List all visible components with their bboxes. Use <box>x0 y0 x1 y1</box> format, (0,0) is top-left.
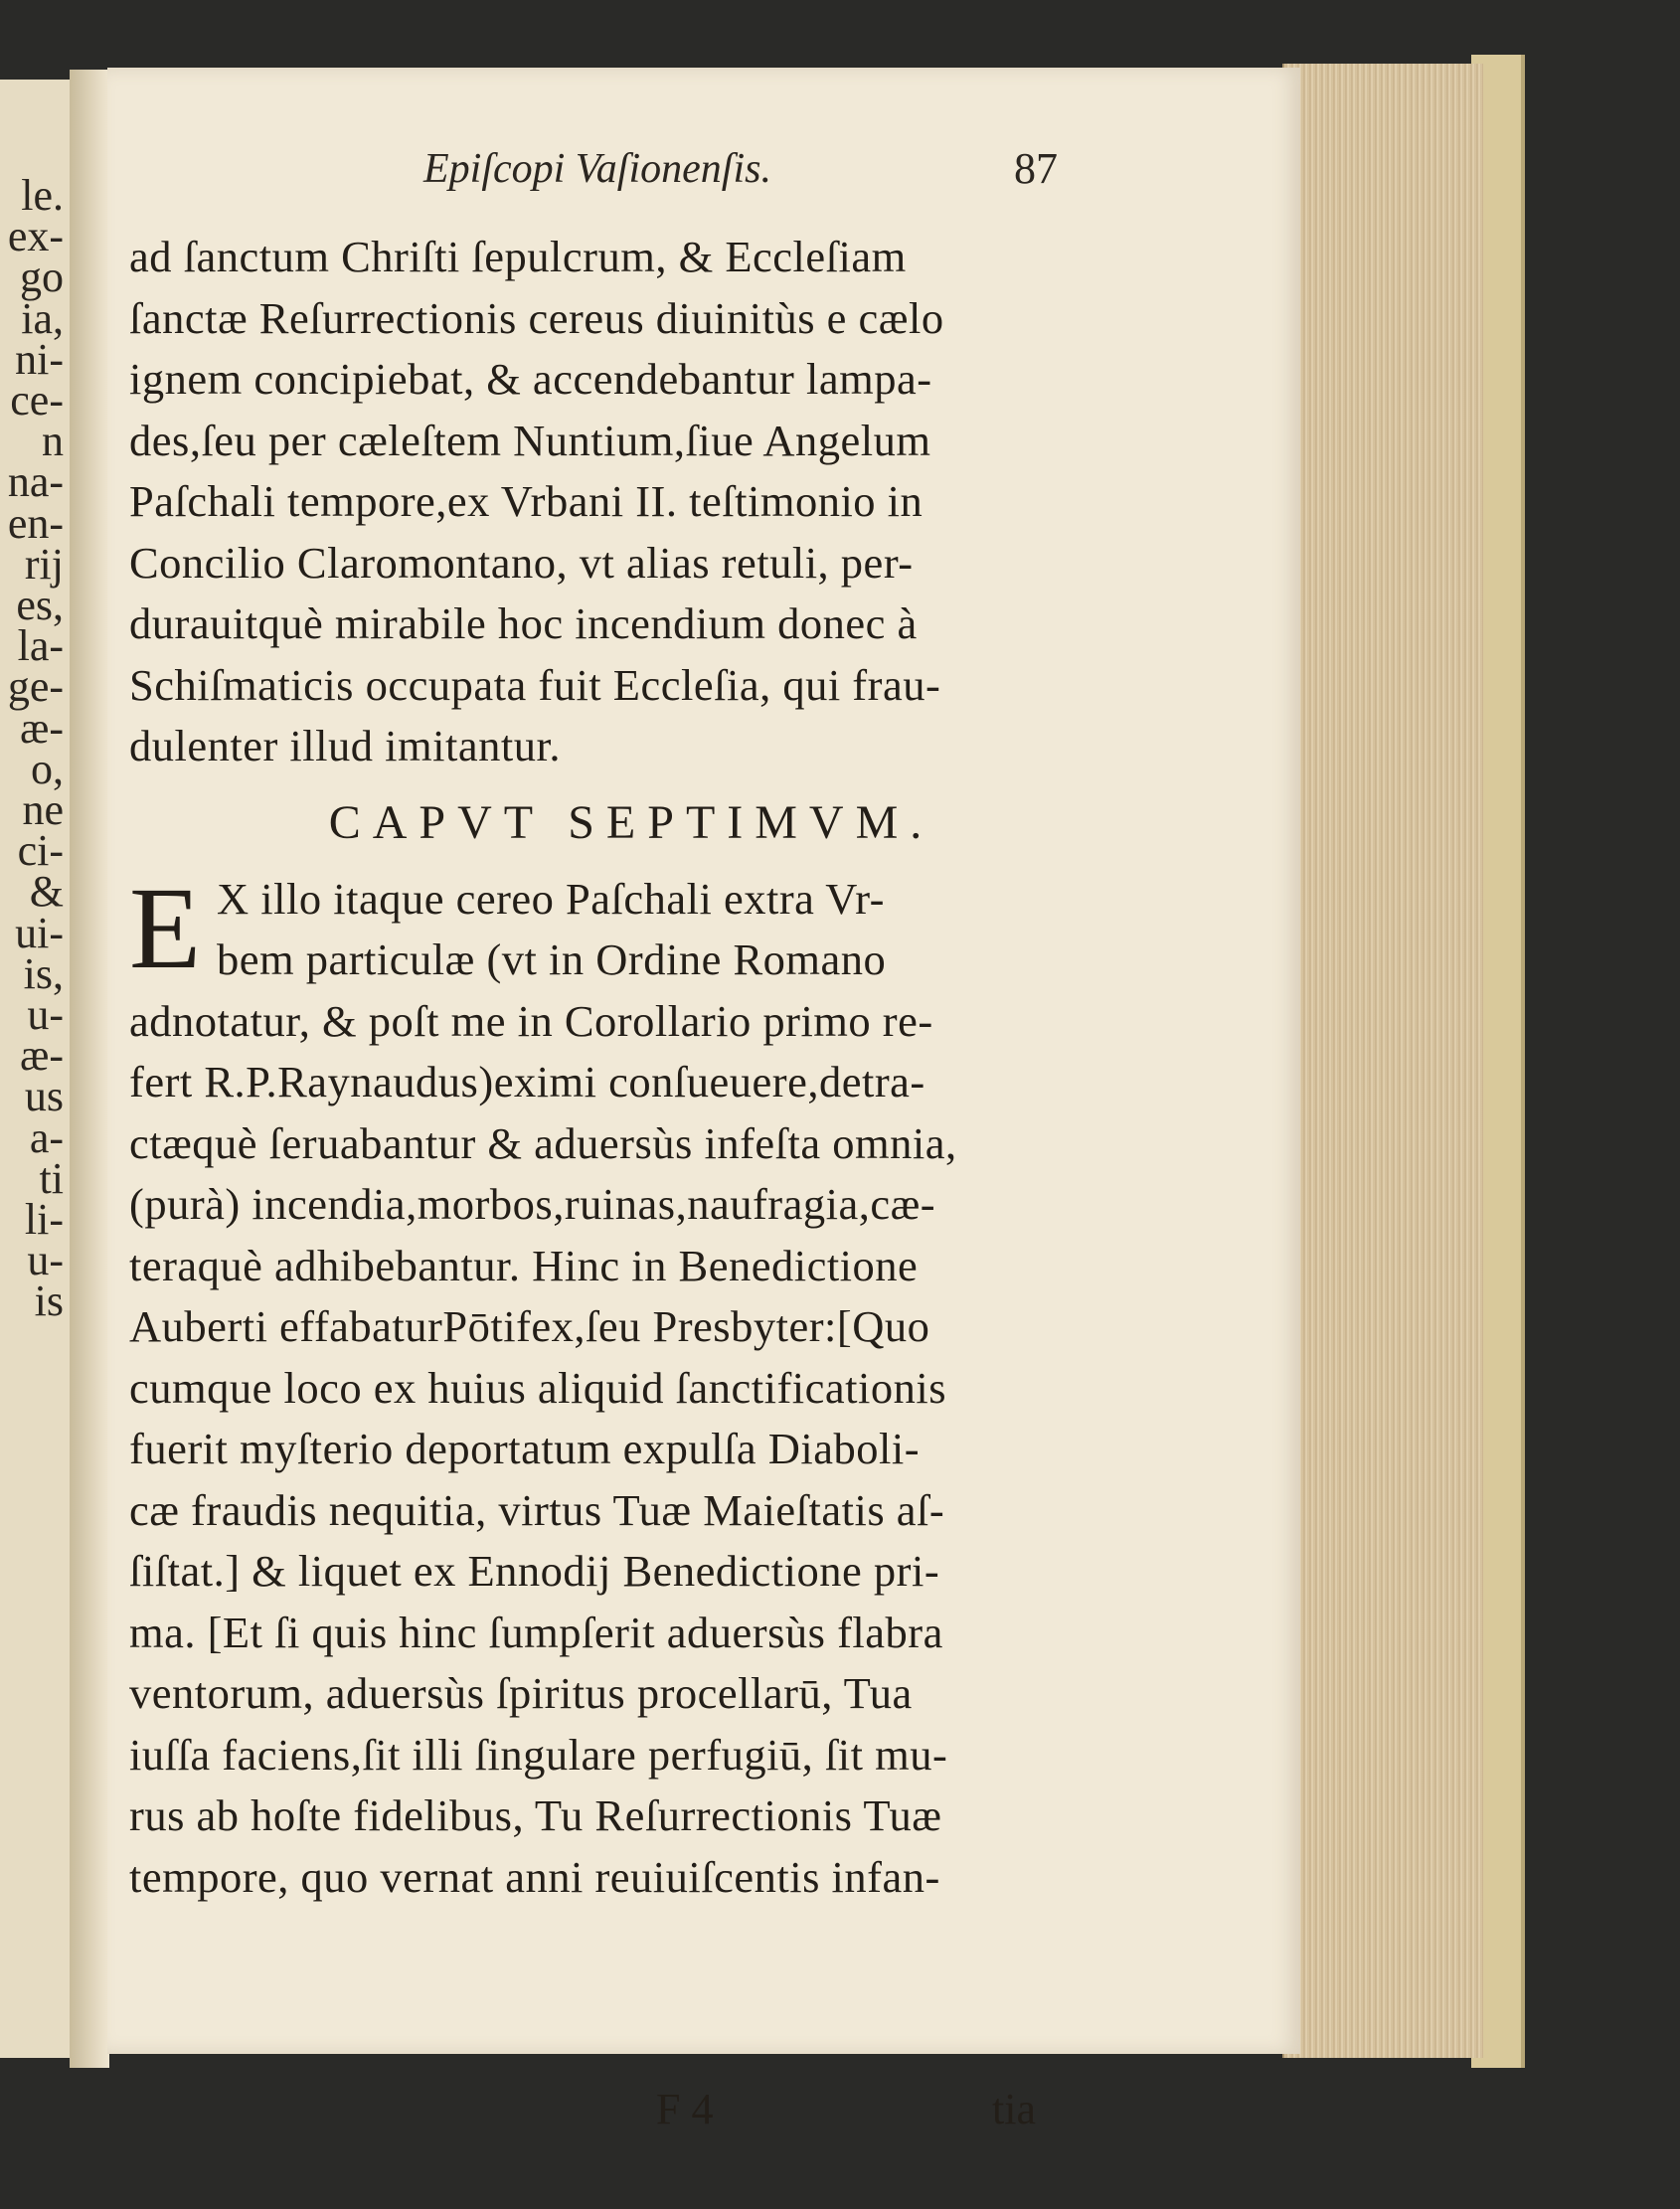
text-line: cumque loco ex huius aliquid ſanctificationis <box>129 1362 947 1413</box>
running-head: Epiſcopi Vaſionenſis. <box>423 146 771 192</box>
text-line: ctæquè ſeruabantur & aduersùs infeſta omnia, <box>129 1117 957 1168</box>
text-line: fert R.P.Raynaudus)eximi conſueuere,detra- <box>129 1057 925 1106</box>
facing-page-fragment: is <box>34 1276 64 1326</box>
book-gutter <box>70 70 109 2068</box>
facing-page-fragment: la- <box>17 621 64 671</box>
text-line: des,ſeu per cæleſtem Nuntium,ſiue Angelum <box>129 415 931 465</box>
facing-page-fragment: ci- <box>17 826 64 876</box>
facing-page-fragment: ni- <box>15 334 64 384</box>
facing-page-fragment: ge- <box>7 662 64 712</box>
catchword: tia <box>992 2085 1036 2133</box>
text-line: ſiſtat.] & liquet ex Ennodij Benedictione pri- <box>129 1546 940 1596</box>
text-line: adnotatur, & poſt me in Corollario primo re- <box>129 995 933 1046</box>
facing-page-fragment: ia, <box>21 293 64 343</box>
facing-page-fragment: æ- <box>20 703 64 753</box>
facing-page-fragment: & <box>29 867 64 917</box>
paragraph-2 <box>129 862 1133 1909</box>
facing-page-fragment: ti <box>39 1153 64 1203</box>
text-line: cæ fraudis nequitia, virtus Tuæ Maieſtatis aſ- <box>129 1484 945 1535</box>
text-line: (purà) incendia,morbos,ruinas,naufragia,cæ- <box>129 1179 936 1229</box>
text-line: Paſchali tempore,ex Vrbani II. teſtimonio in <box>129 476 924 526</box>
facing-page-fragment: u- <box>27 1236 64 1285</box>
text-line: tempore, quo vernat anni reuiuiſcentis infan- <box>129 1851 940 1902</box>
text-line: ad ſanctum Chriſti ſepulcrum, & Eccleſiam <box>129 232 907 281</box>
facing-page-fragment: ne <box>22 785 64 834</box>
text-line: dulenter illud imitantur. <box>129 721 561 770</box>
facing-page-fragment: go <box>20 253 64 302</box>
facing-page-fragment: le. <box>21 171 64 220</box>
text-line: ma. [Et ſi quis hinc ſumpſerit aduersùs flabra <box>129 1607 943 1657</box>
text-line: Schiſmaticis occupata fuit Eccleſia, qui frau- <box>129 659 941 710</box>
page-fore-edge <box>1282 64 1483 2058</box>
text-line: teraquè adhibebantur. Hinc in Benedictione <box>129 1240 919 1290</box>
text-line: bem particulæ (vt in Ordine Romano <box>217 935 887 984</box>
facing-page-fragment: es, <box>16 581 64 629</box>
text-line: X illo itaque cereo Paſchali extra Vr- <box>217 873 885 924</box>
facing-page-fragment: na- <box>7 457 64 507</box>
facing-page-fragment: ce- <box>10 376 64 425</box>
text-line: fuerit myſterio deportatum expulſa Diaboli- <box>129 1424 921 1473</box>
page-number: 87 <box>1014 144 1058 193</box>
facing-page-fragment: en- <box>7 498 64 548</box>
facing-page-fragment: æ- <box>20 1031 64 1081</box>
facing-page-fragment: is, <box>23 948 64 998</box>
drop-capital: E <box>129 862 202 993</box>
text-line: durauitquè mirabile hoc incendium donec à <box>129 598 918 648</box>
text-line: rus ab hoſte fidelibus, Tu Reſurrectionis Tuæ <box>129 1790 942 1840</box>
facing-page-fragment: a- <box>29 1112 64 1162</box>
facing-page-fragment: u- <box>27 990 64 1039</box>
text-line: ſanctæ Reſurrectionis cereus diuinitùs e cælo <box>129 292 944 343</box>
facing-page-fragment: li- <box>24 1195 64 1244</box>
text-line: ventorum, aduersùs ſpiritus procellarū, Tua <box>129 1668 913 1718</box>
text-line: iuſſa faciens,ſit illi ſingulare perfugiū, ſit mu- <box>129 1729 948 1780</box>
text-line: Concilio Claromontano, vt alias retuli, per- <box>129 537 914 588</box>
facing-page-fragment: us <box>24 1072 64 1121</box>
chapter-heading: CAPVT SEPTIMVM. <box>328 795 934 849</box>
facing-page-fragment: n <box>42 417 64 466</box>
facing-page-fragment: rij <box>24 539 64 589</box>
page-body <box>129 227 1133 1908</box>
signature-mark: F 4 <box>656 2085 714 2133</box>
text-line: Auberti effabaturPōtifex,ſeu Presbyter:[Quo <box>129 1301 930 1351</box>
facing-page-fragment: o, <box>31 744 64 793</box>
facing-page-fragment: ui- <box>15 908 64 957</box>
facing-page-left <box>0 80 73 2058</box>
facing-page-fragment: ex- <box>7 212 64 261</box>
book-page <box>107 68 1300 2133</box>
text-line: ignem concipiebat, & accendebantur lampa- <box>129 354 932 404</box>
paragraph-1 <box>129 227 1133 777</box>
